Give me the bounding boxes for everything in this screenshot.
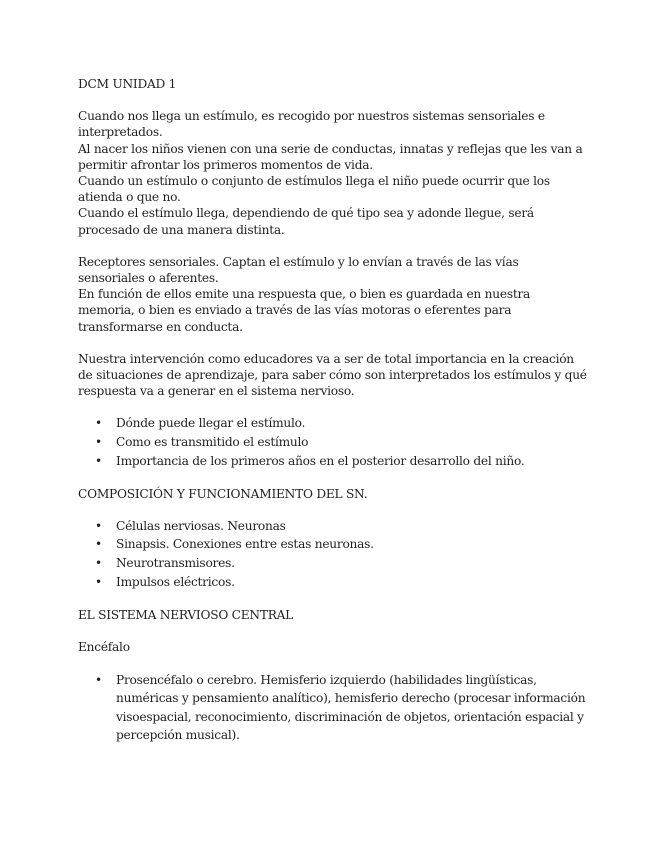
intro-paragraph: Cuando un estímulo o conjunto de estímulos llega el niño puede ocurrir que los atienda o que no. <box>78 174 550 205</box>
list-item <box>78 434 588 450</box>
bullet-list-stimulus <box>78 415 588 469</box>
intro-paragraph: Al nacer los niños vienen con una serie de conductas, innatas y reflejas que les van a permitir afrontar los primeros momentos de vida. <box>78 141 583 172</box>
bullet-icon: • <box>95 435 102 450</box>
list-item-text: Dónde puede llegar el estímulo. <box>116 416 306 431</box>
list-item <box>78 415 588 431</box>
bullet-icon: • <box>95 537 102 552</box>
bullet-list-composition <box>78 518 588 590</box>
list-item-text: Importancia de los primeros años en el posterior desarrollo del niño. <box>116 453 525 468</box>
document-page <box>78 76 588 747</box>
list-item <box>78 555 588 571</box>
intro-paragraph: Cuando el estímulo llega, dependiendo de qué tipo sea y adonde llegue, será procesado de una manera distinta. <box>78 206 534 237</box>
section-heading-cns: EL SISTEMA NERVIOSO CENTRAL <box>78 607 294 622</box>
bullet-icon: • <box>95 672 102 687</box>
intro-paragraph: Cuando nos llega un estímulo, es recogido por nuestros sistemas sensoriales e interpretados. <box>78 109 545 140</box>
list-item-text: Células nerviosas. Neuronas <box>116 518 286 533</box>
bullet-icon: • <box>95 416 102 431</box>
subheading-encephalon: Encéfalo <box>78 639 130 654</box>
document-title: DCM UNIDAD 1 <box>78 77 177 91</box>
list-item-text: Prosencéfalo o cerebro. Hemisferio izquierdo (habilidades lingüísticas, numéricas y pensamiento analítico), hemisferio derecho (procesar información visoespacial, reconocimiento, discriminación de objetos, orientación espacial y percepción musical). <box>116 672 586 743</box>
list-item-text: Sinapsis. Conexiones entre estas neuronas. <box>116 537 374 552</box>
list-item <box>78 671 588 745</box>
list-item <box>78 453 588 469</box>
list-item <box>78 518 588 534</box>
bullet-icon: • <box>95 556 102 571</box>
bullet-icon: • <box>95 574 102 589</box>
list-item-text: Impulsos eléctricos. <box>116 574 235 589</box>
list-item-text: Neurotransmisores. <box>116 556 235 571</box>
section-heading-composition: COMPOSICIÓN Y FUNCIONAMIENTO DEL SN. <box>78 486 368 501</box>
receptors-paragraph: En función de ellos emite una respuesta que, o bien es guardada en nuestra memoria, o bien es enviado a través de las vías motoras o eferentes para transformarse en conducta. <box>78 287 531 334</box>
list-item-text: Como es transmitido el estímulo <box>116 435 309 450</box>
list-item <box>78 536 588 552</box>
bullet-icon: • <box>95 518 102 533</box>
intervention-paragraph: Nuestra intervención como educadores va a ser de total importancia en la creación de situaciones de aprendizaje, para saber cómo son interpretados los estímulos y qué respuesta va a generar en el sistema nervioso. <box>78 351 587 399</box>
bullet-icon: • <box>95 453 102 468</box>
list-item <box>78 574 588 590</box>
bullet-list-encephalon <box>78 671 588 745</box>
receptors-paragraph: Receptores sensoriales. Captan el estímulo y lo envían a través de las vías sensoriales o aferentes. <box>78 254 519 286</box>
